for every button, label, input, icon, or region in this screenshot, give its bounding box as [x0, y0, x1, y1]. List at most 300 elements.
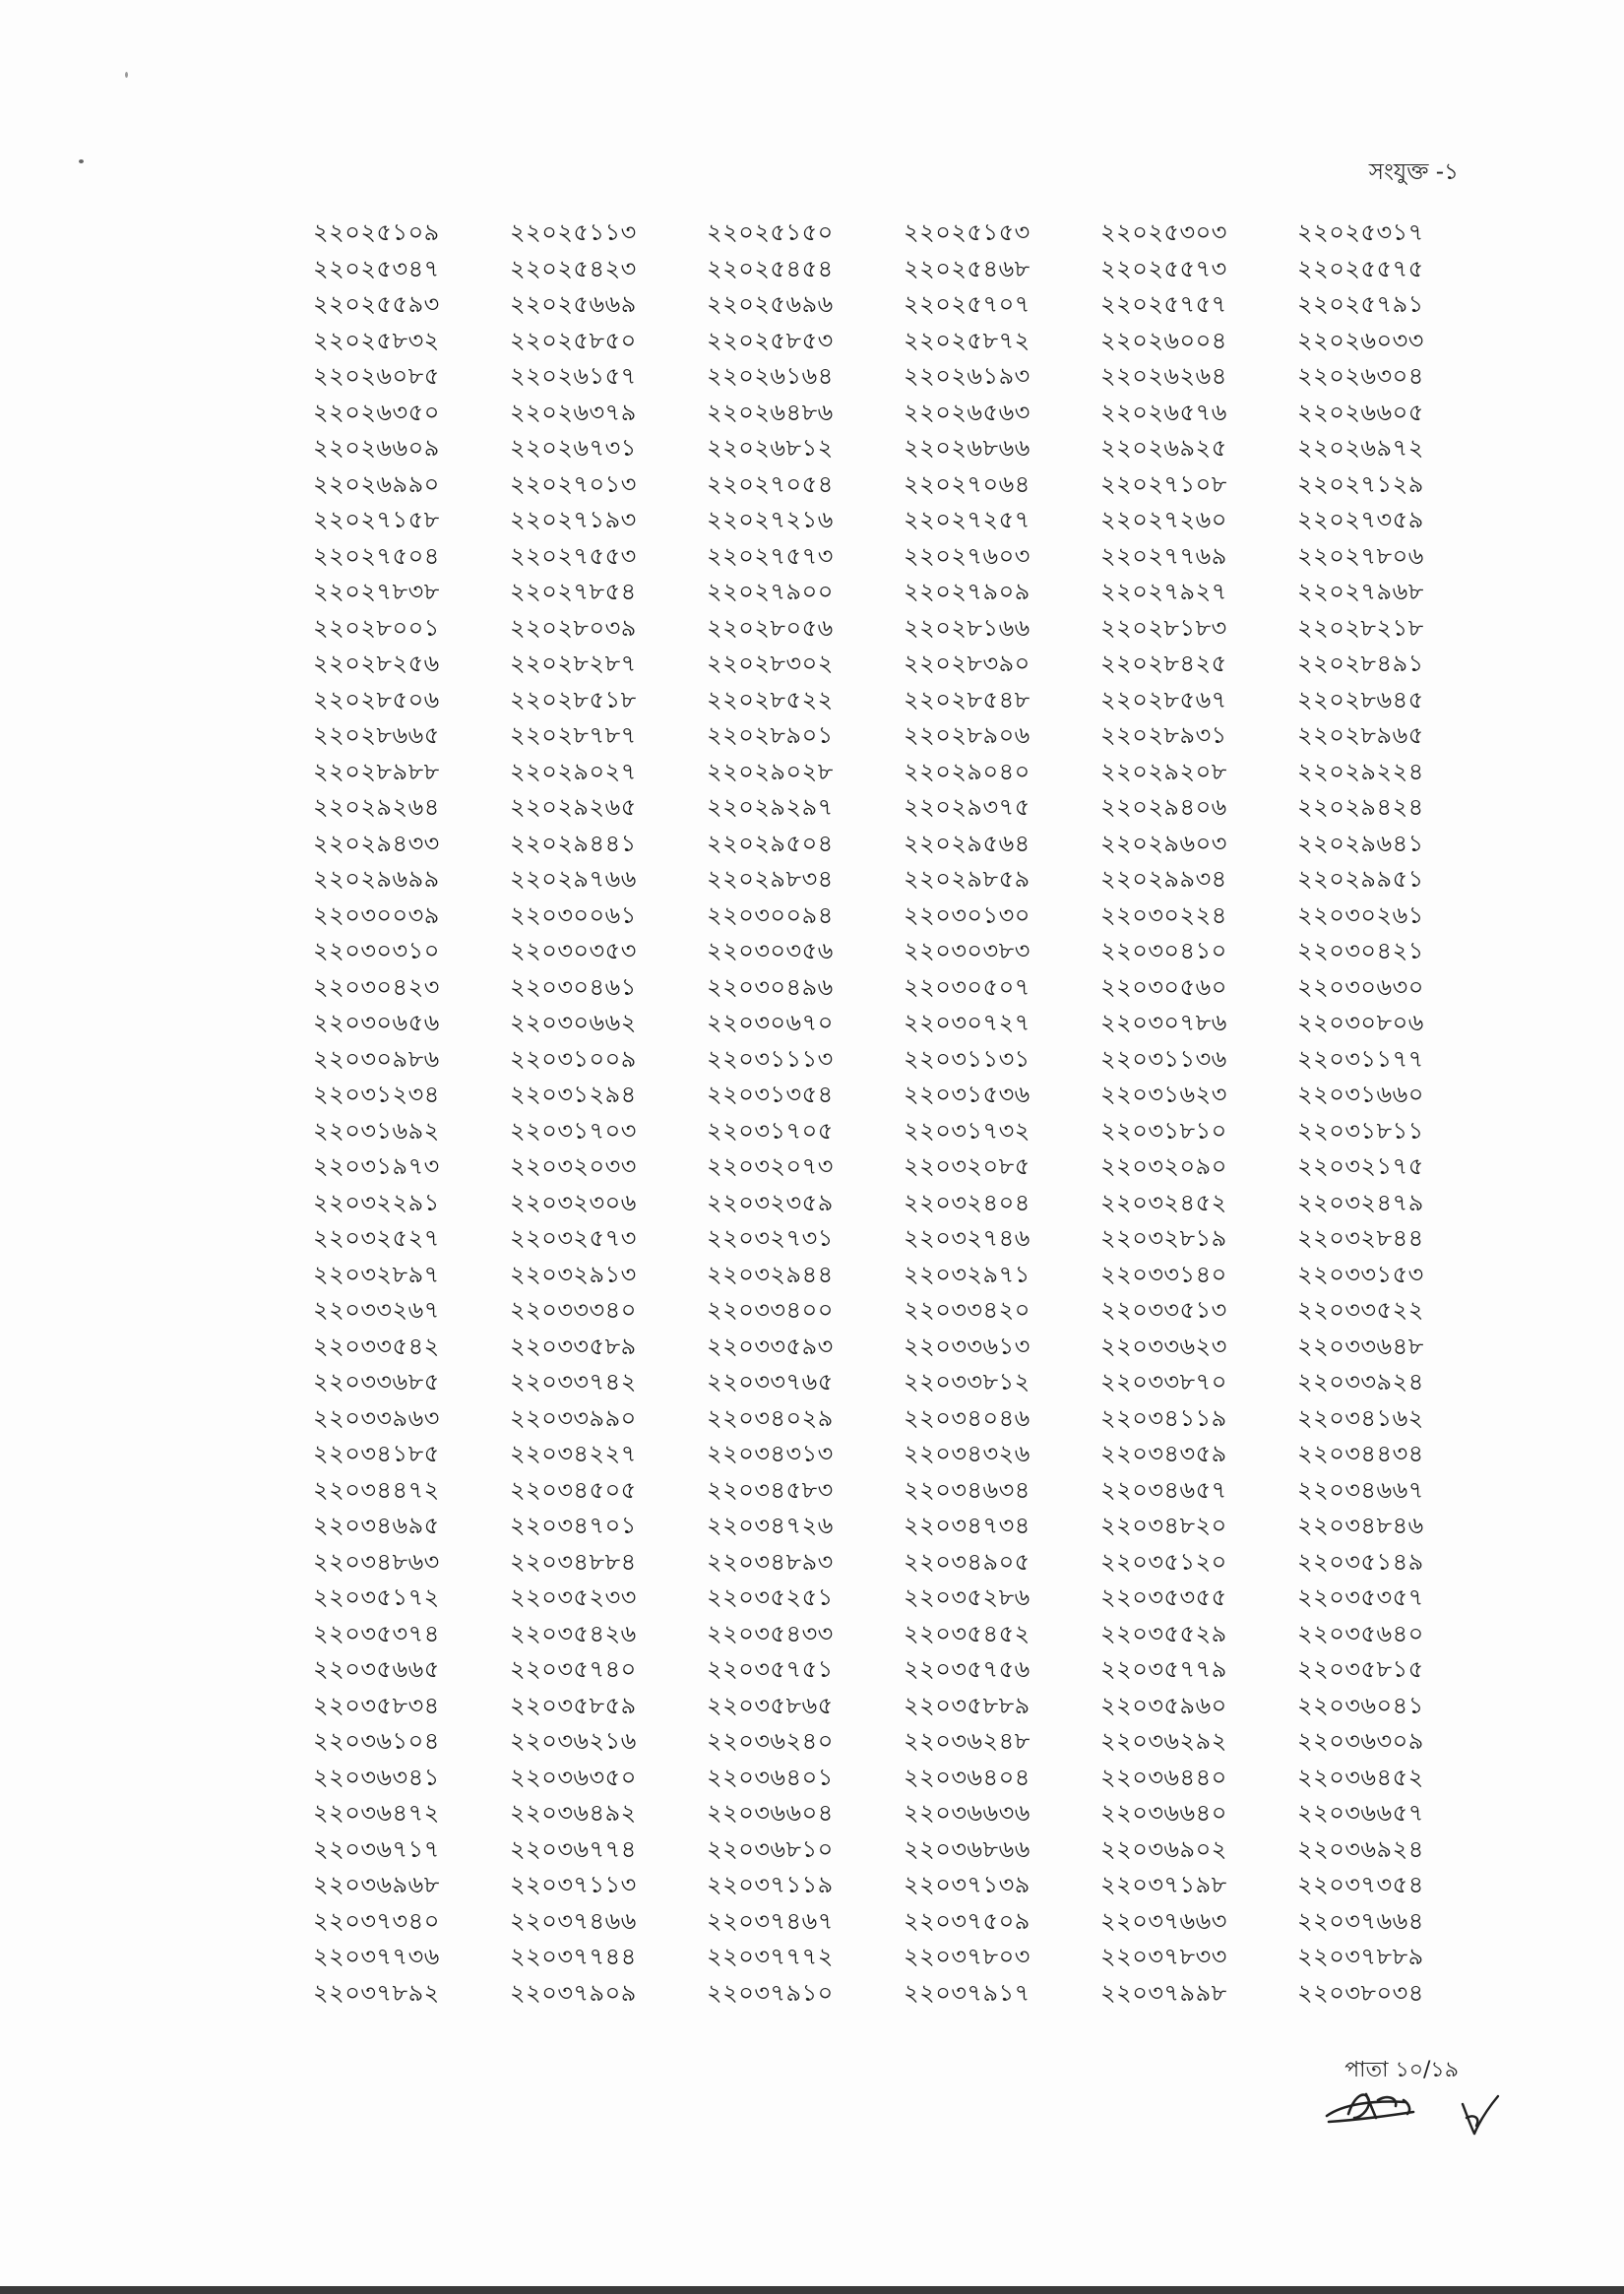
roll-number: ২২০৩২৮৯৭ — [313, 1260, 440, 1288]
roll-number: ২২০৩০০৩৯ — [313, 900, 440, 929]
roll-number: ২২০৩২৭৩১ — [707, 1224, 834, 1252]
roll-number: ২২০৩২৪৭৯ — [1297, 1188, 1424, 1216]
roll-number: ২২০৩০৪৯৬ — [707, 972, 834, 1001]
roll-number: ২২০৩৩৫১৩ — [1100, 1296, 1227, 1324]
roll-number: ২২০৩২১৭৫ — [1297, 1152, 1424, 1180]
roll-number: ২২০৩৩৮১২ — [904, 1368, 1031, 1395]
roll-number: ২২০৩০৪২১ — [1297, 937, 1424, 964]
roll-number: ২২০৩০৩১০ — [313, 937, 440, 964]
roll-number: ২২০২৮০৩৯ — [510, 613, 637, 642]
roll-number: ২২০৩১৭৩২ — [904, 1116, 1031, 1145]
roll-number: ২২০২৯২৬৫ — [510, 793, 637, 821]
roll-number: ২২০৩৩৬১৩ — [904, 1332, 1031, 1360]
roll-number: ২২০৩৭৪৬৬ — [510, 1906, 637, 1935]
roll-number: ২২০৩৫৮৫৯ — [510, 1691, 637, 1719]
roll-number: ২২০২৬৫৭৬ — [1100, 398, 1227, 426]
roll-number: ২২০৩৩৬৪৮ — [1297, 1332, 1424, 1360]
roll-number: ২২০৩৪৩৫৯ — [1100, 1440, 1227, 1467]
roll-number: ২২০৩৭৮৩৩ — [1100, 1943, 1227, 1970]
roll-number: ২২০২৭৯০৯ — [904, 578, 1031, 605]
roll-number-grid — [313, 215, 1494, 2011]
roll-number: ২২০৩৫৮৮৯ — [904, 1691, 1031, 1719]
roll-number: ২২০৩০২৬১ — [1297, 900, 1424, 929]
roll-number: ২২০২৮৪২৫ — [1100, 650, 1227, 677]
roll-number: ২২০৩৫৬৪০ — [1297, 1619, 1424, 1647]
signature-1 — [1327, 2094, 1413, 2122]
roll-number: ২২০২৯২৬৪ — [313, 793, 440, 821]
roll-number: ২২০৩৪৫০৫ — [510, 1475, 637, 1504]
roll-number: ২২০২৫৭৫৭ — [1100, 290, 1227, 318]
roll-number: ২২০৩৫৮১৫ — [1297, 1655, 1424, 1683]
roll-number: ২২০৩০৭৮৬ — [1100, 1009, 1227, 1036]
roll-number: ২২০৩৪০৪৬ — [904, 1403, 1031, 1432]
roll-number: ২২০২৯৪৪১ — [510, 829, 637, 857]
roll-number: ২২০৩১৭০৩ — [510, 1116, 637, 1145]
roll-number: ২২০২৭৮০৬ — [1297, 541, 1424, 570]
roll-number: ২২০৩৫১৪৯ — [1297, 1547, 1424, 1576]
roll-number: ২২০২৬১৫৭ — [510, 362, 637, 390]
roll-number: ২২০৩৬৩৪১ — [313, 1763, 440, 1791]
roll-number: ২২০৩৭৯০৯ — [510, 1978, 637, 2007]
roll-number: ২২০২৯০২৮ — [707, 757, 834, 785]
roll-number: ২২০২৮২৫৬ — [313, 650, 440, 677]
roll-number: ২২০৩৪৭২৬ — [707, 1512, 834, 1539]
roll-number: ২২০৩৫৬৬৫ — [313, 1655, 440, 1683]
signature-2 — [1463, 2096, 1498, 2134]
roll-number: ২২০৩৬৭১৭ — [313, 1834, 440, 1863]
roll-number: ২২০৩৪৮৪৬ — [1297, 1512, 1424, 1539]
roll-number: ২২০৩১৬৯২ — [313, 1116, 440, 1145]
roll-number: ২২০২৬০৮৫ — [313, 362, 440, 390]
roll-number: ২২০২৬৩৭৯ — [510, 398, 637, 426]
roll-number: ২২০৩২৪০৪ — [904, 1188, 1031, 1216]
page-number: পাতা ১০/১৯ — [1344, 2058, 1459, 2082]
roll-number: ২২০২৭৫৫৩ — [510, 541, 637, 570]
roll-number: ২২০২৫৪৫৪ — [707, 254, 834, 282]
roll-number: ২২০২৫১০৯ — [313, 218, 440, 246]
roll-number: ২২০৩৪১৬২ — [1297, 1403, 1424, 1432]
roll-number: ২২০২৬২৬৪ — [1100, 362, 1227, 390]
roll-number: ২২০৩৭১১৩ — [510, 1871, 637, 1898]
roll-number: ২২০২৮১৮৩ — [1100, 613, 1227, 642]
roll-number: ২২০৩৭১৩৯ — [904, 1871, 1031, 1898]
roll-number: ২২০২৬০৩৩ — [1297, 326, 1424, 354]
roll-number: ২২০৩৬৬০৪ — [707, 1799, 834, 1827]
roll-number: ২২০২৬৪৮৬ — [707, 398, 834, 426]
roll-number: ২২০২৮৫০৬ — [313, 685, 440, 713]
roll-number: ২২০৩৫৪৫২ — [904, 1619, 1031, 1647]
roll-number: ২২০৩১০০৯ — [510, 1044, 637, 1073]
roll-number: ২২০২৯৬৯৯ — [313, 865, 440, 893]
roll-number: ২২০৩১৯৭৩ — [313, 1152, 440, 1180]
roll-number: ২২০৩২৮৪৪ — [1297, 1224, 1424, 1252]
roll-number: ২২০৩৩৩৪০ — [510, 1296, 637, 1324]
roll-number: ২২০২৭৯০০ — [707, 578, 834, 605]
roll-number: ২২০৩৩৮৭০ — [1100, 1368, 1227, 1395]
roll-number: ২২০২৭৮৩৮ — [313, 578, 440, 605]
roll-number: ২২০২৯২০৮ — [1100, 757, 1227, 785]
roll-number: ২২০২৯৭৬৬ — [510, 865, 637, 893]
roll-number: ২২০২৭১৯৩ — [510, 506, 637, 533]
roll-number: ২২০২৯০২৭ — [510, 757, 637, 785]
roll-number: ২২০৩৬৪০১ — [707, 1763, 834, 1791]
roll-number: ২২০২৮৯০১ — [707, 721, 834, 749]
roll-number: ২২০৩৩৬২৩ — [1100, 1332, 1227, 1360]
roll-number: ২২০২৯৬০৩ — [1100, 829, 1227, 857]
roll-number: ২২০২৭২৫৭ — [904, 506, 1031, 533]
roll-number: ২২০৩২৮১৯ — [1100, 1224, 1227, 1252]
roll-number: ২২০২৫৮৩২ — [313, 326, 440, 354]
roll-number: ২২০৩৫৩৭৪ — [313, 1619, 440, 1647]
roll-number: ২২০৩০১৩০ — [904, 900, 1031, 929]
roll-number: ২২০৩৭১৯৮ — [1100, 1871, 1227, 1898]
roll-number: ২২০৩০৪১০ — [1100, 937, 1227, 964]
roll-number: ২২০৩৬৪৭২ — [313, 1799, 440, 1827]
roll-number: ২২০২৯৪৩৩ — [313, 829, 440, 857]
roll-number: ২২০২৮৬৪৫ — [1297, 685, 1424, 713]
roll-number: ২২০৩০৩৮৩ — [904, 937, 1031, 964]
roll-number: ২২০৩৩৫৪২ — [313, 1332, 440, 1360]
scan-speck — [79, 159, 84, 163]
roll-number: ২২০৩০২২৪ — [1100, 900, 1227, 929]
roll-number: ২২০৩৩৭৪২ — [510, 1368, 637, 1395]
roll-number: ২২০৩১১৩৬ — [1100, 1044, 1227, 1073]
roll-number: ২২০২৯২৯৭ — [707, 793, 834, 821]
roll-number: ২২০৩৬৩০৯ — [1297, 1727, 1424, 1755]
roll-number: ২২০৩৪৬৫৭ — [1100, 1475, 1227, 1504]
roll-number: ২২০৩৭৭৪৪ — [510, 1943, 637, 1970]
roll-number: ২২০৩৩৪০০ — [707, 1296, 834, 1324]
roll-number: ২২০২৬৮১২ — [707, 434, 834, 462]
roll-number: ২২০৩৭৮০৩ — [904, 1943, 1031, 1970]
roll-number: ২২০৩৫৮৬৫ — [707, 1691, 834, 1719]
roll-number: ২২০৩৭৩৪০ — [313, 1906, 440, 1935]
roll-number: ২২০২৮৯৬৫ — [1297, 721, 1424, 749]
roll-number: ২২০২৭০১৩ — [510, 469, 637, 498]
roll-number: ২২০৩৪৫৮৩ — [707, 1475, 834, 1504]
roll-number: ২২০২৭৫০৪ — [313, 541, 440, 570]
roll-number: ২২০২৯৯৩৪ — [1100, 865, 1227, 893]
roll-number: ২২০৩০৩৫৩ — [510, 937, 637, 964]
roll-number: ২২০২৮৯৩১ — [1100, 721, 1227, 749]
roll-number: ২২০৩২০৯০ — [1100, 1152, 1227, 1180]
roll-number: ২২০৩৩৫৮৯ — [510, 1332, 637, 1360]
roll-number: ২২০৩৩৯২৪ — [1297, 1368, 1424, 1395]
roll-number: ২২০৩৫৭৭৯ — [1100, 1655, 1227, 1683]
roll-number: ২২০৩৫২৩৩ — [510, 1583, 637, 1611]
roll-number: ২২০২৫৫৭৫ — [1297, 254, 1424, 282]
roll-number: ২২০৩৫৩৫৭ — [1297, 1583, 1424, 1611]
roll-number: ২২০২৭১৫৮ — [313, 506, 440, 533]
roll-number: ২২০৩৪৭০১ — [510, 1512, 637, 1539]
roll-number: ২২০২৭২১৬ — [707, 506, 834, 533]
roll-number: ২২০৩৬৬৪০ — [1100, 1799, 1227, 1827]
roll-number: ২২০৩৬৯৬৮ — [313, 1871, 440, 1898]
roll-number: ২২০৩৪৮২০ — [1100, 1512, 1227, 1539]
roll-number: ২২০৩১১১৩ — [707, 1044, 834, 1073]
roll-number: ২২০৩৭৩৫৪ — [1297, 1871, 1424, 1898]
roll-number: ২২০২৮৫২২ — [707, 685, 834, 713]
roll-number: ২২০২৯০৪০ — [904, 757, 1031, 785]
roll-number: ২২০২৮৩৯০ — [904, 650, 1031, 677]
roll-number: ২২০৩৩৫৯৩ — [707, 1332, 834, 1360]
roll-number: ২২০৩৬৬৫৭ — [1297, 1799, 1424, 1827]
roll-number: ২২০৩৪০২৯ — [707, 1403, 834, 1432]
roll-number: ২২০২৬৩০৪ — [1297, 362, 1424, 390]
roll-number: ২২০৩৫৪২৬ — [510, 1619, 637, 1647]
roll-number: ২২০২৫৮৫৩ — [707, 326, 834, 354]
roll-number: ২২০৩৪১৮৫ — [313, 1440, 440, 1467]
roll-number: ২২০৩৬৯০২ — [1100, 1834, 1227, 1863]
roll-number: ২২০২৮৩০২ — [707, 650, 834, 677]
roll-number: ২২০৩১১৭৭ — [1297, 1044, 1424, 1073]
roll-number: ২২০২৫৩১৭ — [1297, 218, 1424, 246]
roll-number: ২২০২৬৯৯০ — [313, 469, 440, 498]
roll-number: ২২০২৮১৬৬ — [904, 613, 1031, 642]
roll-number: ২২০৩৫৩৫৫ — [1100, 1583, 1227, 1611]
roll-number: ২২০২৫৬৯৬ — [707, 290, 834, 318]
roll-number: ২২০২৬৬০৫ — [1297, 398, 1424, 426]
roll-number: ২২০৩৬৪৯২ — [510, 1799, 637, 1827]
roll-number: ২২০২৬৩৫০ — [313, 398, 440, 426]
roll-number: ২২০২৯৪০৬ — [1100, 793, 1227, 821]
roll-number: ২২০৩১৩৫৪ — [707, 1081, 834, 1108]
roll-number: ২২০৩২৭৪৬ — [904, 1224, 1031, 1252]
roll-number: ২২০৩৭৮৮৯ — [1297, 1943, 1424, 1970]
roll-number: ২২০২৭৭৬৯ — [1100, 541, 1227, 570]
roll-number: ২২০২৭৬০৩ — [904, 541, 1031, 570]
roll-number: ২২০২৫১১৩ — [510, 218, 637, 246]
roll-number: ২২০২৬৮৬৬ — [904, 434, 1031, 462]
roll-number: ২২০২৬৫৬৩ — [904, 398, 1031, 426]
roll-number: ২২০২৫৫৯৩ — [313, 290, 440, 318]
roll-number: ২২০২৯৪২৪ — [1297, 793, 1424, 821]
roll-number: ২২০৩০৫৬০ — [1100, 972, 1227, 1001]
roll-number: ২২০৩৫৭৪০ — [510, 1655, 637, 1683]
roll-number: ২২০৩০৪২৩ — [313, 972, 440, 1001]
roll-number: ২২০২৮০০১ — [313, 613, 440, 642]
roll-number: ২২০২৭০৫৪ — [707, 469, 834, 498]
roll-number: ২২০২৫৩৪৭ — [313, 254, 440, 282]
roll-number: ২২০৩১৬৬০ — [1297, 1081, 1424, 1108]
roll-number: ২২০৩৪৯০৫ — [904, 1547, 1031, 1576]
roll-number: ২২০৩১৫৩৬ — [904, 1081, 1031, 1108]
roll-number: ২২০৩৭৬৬৪ — [1297, 1906, 1424, 1935]
roll-number: ২২০২৬৯৭২ — [1297, 434, 1424, 462]
roll-number: ২২০৩২০৩৩ — [510, 1152, 637, 1180]
roll-number: ২২০৩৬২১৬ — [510, 1727, 637, 1755]
scan-speck — [125, 72, 128, 78]
roll-number: ২২০৩৮০৩৪ — [1297, 1978, 1424, 2007]
roll-number: ২২০৩৬২৪৮ — [904, 1727, 1031, 1755]
roll-number: ২২০৩৫২৮৬ — [904, 1583, 1031, 1611]
roll-number: ২২০৩৫১৭২ — [313, 1583, 440, 1611]
roll-number: ২২০৩৪৪৭২ — [313, 1475, 440, 1504]
roll-number: ২২০৩০৮০৬ — [1297, 1009, 1424, 1036]
roll-number: ২২০৩০৬৭০ — [707, 1009, 834, 1036]
roll-number: ২২০২৭৯২৭ — [1100, 578, 1227, 605]
roll-number: ২২০২৫৭৯১ — [1297, 290, 1424, 318]
roll-number: ২২০৩৬৩৫০ — [510, 1763, 637, 1791]
roll-number: ২২০২৬১৬৪ — [707, 362, 834, 390]
roll-number: ২২০৩৪৮৬৩ — [313, 1547, 440, 1576]
roll-number: ২২০৩৭৮৯২ — [313, 1978, 440, 2007]
roll-number: ২২০২৯৮৫৯ — [904, 865, 1031, 893]
roll-number: ২২০৩৫৫২৯ — [1100, 1619, 1227, 1647]
roll-number: ২২০৩৩১৪০ — [1100, 1260, 1227, 1288]
roll-number: ২২০৩৪৩২৬ — [904, 1440, 1031, 1467]
roll-number: ২২০৩৪৮৯৩ — [707, 1547, 834, 1576]
roll-number: ২২০৩১২৩৪ — [313, 1081, 440, 1108]
roll-number: ২২০২৫৮৫০ — [510, 326, 637, 354]
roll-number: ২২০২৮২৮৭ — [510, 650, 637, 677]
roll-number: ২২০৩০০৯৪ — [707, 900, 834, 929]
roll-number: ২২০৩৬৪৫২ — [1297, 1763, 1424, 1791]
roll-number: ২২০২৮৬৬৫ — [313, 721, 440, 749]
roll-number: ২২০৩৪৪৩৪ — [1297, 1440, 1424, 1467]
roll-number: ২২০২৭২৬০ — [1100, 506, 1227, 533]
scan-border — [0, 2286, 1624, 2294]
roll-number: ২২০৩৪৭৩৪ — [904, 1512, 1031, 1539]
roll-number: ২২০২৮৯০৬ — [904, 721, 1031, 749]
roll-number: ২২০৩৭৬৬৩ — [1100, 1906, 1227, 1935]
roll-number: ২২০৩৫৭৫১ — [707, 1655, 834, 1683]
roll-number: ২২০২৭৯৬৮ — [1297, 578, 1424, 605]
signatures — [1319, 2075, 1516, 2153]
roll-number: ২২০২৮২১৮ — [1297, 613, 1424, 642]
roll-number: ২২০৩২২৯১ — [313, 1188, 440, 1216]
roll-number: ২২০২৭১২৯ — [1297, 469, 1424, 498]
roll-number: ২২০৩৭৯৯৮ — [1100, 1978, 1227, 2007]
roll-number: ২২০৩৬৭৭৪ — [510, 1834, 637, 1863]
roll-number: ২২০২৮৫৪৮ — [904, 685, 1031, 713]
roll-number: ২২০৩০৩৫৬ — [707, 937, 834, 964]
roll-number: ২২০২৯৯৫১ — [1297, 865, 1424, 893]
roll-number: ২২০৩২০৮৫ — [904, 1152, 1031, 1180]
roll-number: ২২০৩৭৫০৯ — [904, 1906, 1031, 1935]
roll-number: ২২০৩৫৮৩৪ — [313, 1691, 440, 1719]
roll-number: ২২০২৮৪৯১ — [1297, 650, 1424, 677]
roll-number: ২২০৩১৭০৫ — [707, 1116, 834, 1145]
roll-number: ২২০৩১১৩১ — [904, 1044, 1031, 1073]
annex-label: সংযুক্ত -১ — [1368, 159, 1459, 185]
roll-number: ২২০২৭৫৭৩ — [707, 541, 834, 570]
roll-number: ২২০২৬৯২৫ — [1100, 434, 1227, 462]
roll-number: ২২০৩৩৯৯০ — [510, 1403, 637, 1432]
roll-number: ২২০৩৫১২০ — [1100, 1547, 1227, 1576]
roll-number: ২২০২৯২২৪ — [1297, 757, 1424, 785]
roll-number: ২২০৩১৮১০ — [1100, 1116, 1227, 1145]
roll-number: ২২০২৭০৬৪ — [904, 469, 1031, 498]
roll-number: ২২০৩৬৬৩৬ — [904, 1799, 1031, 1827]
roll-number: ২২০৩৪৮৮৪ — [510, 1547, 637, 1576]
roll-number: ২২০২৯৫০৪ — [707, 829, 834, 857]
roll-number: ২২০৩০৬৬২ — [510, 1009, 637, 1036]
roll-number: ২২০৩২০৭৩ — [707, 1152, 834, 1180]
roll-number: ২২০৩৭৪৬৭ — [707, 1906, 834, 1935]
roll-number: ২২০৩৩৯৬৩ — [313, 1403, 440, 1432]
roll-number: ২২০৩১৮১১ — [1297, 1116, 1424, 1145]
roll-number: ২২০৩৩৭৬৫ — [707, 1368, 834, 1395]
roll-number: ২২০২৮০৫৬ — [707, 613, 834, 642]
roll-number: ২২০২৫১৫৩ — [904, 218, 1031, 246]
roll-number: ২২০২৭৮৫৪ — [510, 578, 637, 605]
roll-number: ২২০২৭১০৮ — [1100, 469, 1227, 498]
roll-number: ২২০২৮৫৬৭ — [1100, 685, 1227, 713]
roll-number: ২২০৩৩৫২২ — [1297, 1296, 1424, 1324]
roll-number: ২২০৩৪৬৯৫ — [313, 1512, 440, 1539]
roll-number: ২২০৩৬২৯২ — [1100, 1727, 1227, 1755]
roll-number: ২২০৩৫৪৩৩ — [707, 1619, 834, 1647]
roll-number: ২২০২৯৩৭৫ — [904, 793, 1031, 821]
roll-number: ২২০৩২৪৫২ — [1100, 1188, 1227, 1216]
roll-number: ২২০৩০০৬১ — [510, 900, 637, 929]
roll-number: ২২০২৬১৯৩ — [904, 362, 1031, 390]
roll-number: ২২০২৬৭৩১ — [510, 434, 637, 462]
roll-number: ২২০৩৩৪২০ — [904, 1296, 1031, 1324]
roll-number: ২২০৩০৯৮৬ — [313, 1044, 440, 1073]
roll-number: ২২০২৫৫৭৩ — [1100, 254, 1227, 282]
roll-number: ২২০২৫৩০৩ — [1100, 218, 1227, 246]
roll-number: ২২০৩৪১১৯ — [1100, 1403, 1227, 1432]
roll-number: ২২০৩০৭২৭ — [904, 1009, 1031, 1036]
roll-number: ২২০৩৪৬৩৪ — [904, 1475, 1031, 1504]
roll-number: ২২০৩২৩৫৯ — [707, 1188, 834, 1216]
roll-number: ২২০৩০৫০৭ — [904, 972, 1031, 1001]
roll-number: ২২০২৫৪৬৮ — [904, 254, 1031, 282]
roll-number: ২২০৩০৪৬১ — [510, 972, 637, 1001]
roll-number: ২২০২৮৯৮৮ — [313, 757, 440, 785]
roll-number: ২২০৩৬৮১০ — [707, 1834, 834, 1863]
roll-number: ২২০৩৪৬৬৭ — [1297, 1475, 1424, 1504]
roll-number: ২২০২৯৬৪১ — [1297, 829, 1424, 857]
roll-number: ২২০৩৪৩১৩ — [707, 1440, 834, 1467]
roll-number: ২২০৩২৫২৭ — [313, 1224, 440, 1252]
roll-number: ২২০৩১২৯৪ — [510, 1081, 637, 1108]
roll-number: ২২০২৫১৫০ — [707, 218, 834, 246]
roll-number: ২২০৩৬৮৬৬ — [904, 1834, 1031, 1863]
roll-number: ২২০৩০৬৫৬ — [313, 1009, 440, 1036]
roll-number: ২২০৩৭৭৭২ — [707, 1943, 834, 1970]
roll-number: ২২০২৯৮৩৪ — [707, 865, 834, 893]
roll-number: ২২০৩৭৭৩৬ — [313, 1943, 440, 1970]
roll-number: ২২০২৫৪২৩ — [510, 254, 637, 282]
roll-number: ২২০৩১৬২৩ — [1100, 1081, 1227, 1108]
roll-number: ২২০৩২৯৭১ — [904, 1260, 1031, 1288]
roll-number: ২২০৩৬৪০৪ — [904, 1763, 1031, 1791]
roll-number: ২২০৩৭৯১৭ — [904, 1978, 1031, 2007]
roll-number: ২২০৩৬২৪০ — [707, 1727, 834, 1755]
roll-number: ২২০৩৬০৪১ — [1297, 1691, 1424, 1719]
roll-number: ২২০২৭৩৫৯ — [1297, 506, 1424, 533]
roll-number: ২২০৩৩২৬৭ — [313, 1296, 440, 1324]
roll-number: ২২০২৮৭৮৭ — [510, 721, 637, 749]
roll-number: ২২০৩৭৯১০ — [707, 1978, 834, 2007]
roll-number: ২২০৩৬৪৪০ — [1100, 1763, 1227, 1791]
roll-number: ২২০৩৪২২৭ — [510, 1440, 637, 1467]
roll-number: ২২০২৮৫১৮ — [510, 685, 637, 713]
roll-number: ২২০৩৫৯৬০ — [1100, 1691, 1227, 1719]
roll-number: ২২০৩৫২৫১ — [707, 1583, 834, 1611]
roll-number: ২২০৩৫৭৫৬ — [904, 1655, 1031, 1683]
roll-number: ২২০২৫৬৬৯ — [510, 290, 637, 318]
roll-number: ২২০৩৩১৫৩ — [1297, 1260, 1424, 1288]
roll-number: ২২০৩২৫৭৩ — [510, 1224, 637, 1252]
roll-number: ২২০২৫৮৭২ — [904, 326, 1031, 354]
roll-number: ২২০২৬৬০৯ — [313, 434, 440, 462]
roll-number: ২২০২৫৭০৭ — [904, 290, 1031, 318]
roll-number: ২২০৩২৯১৩ — [510, 1260, 637, 1288]
